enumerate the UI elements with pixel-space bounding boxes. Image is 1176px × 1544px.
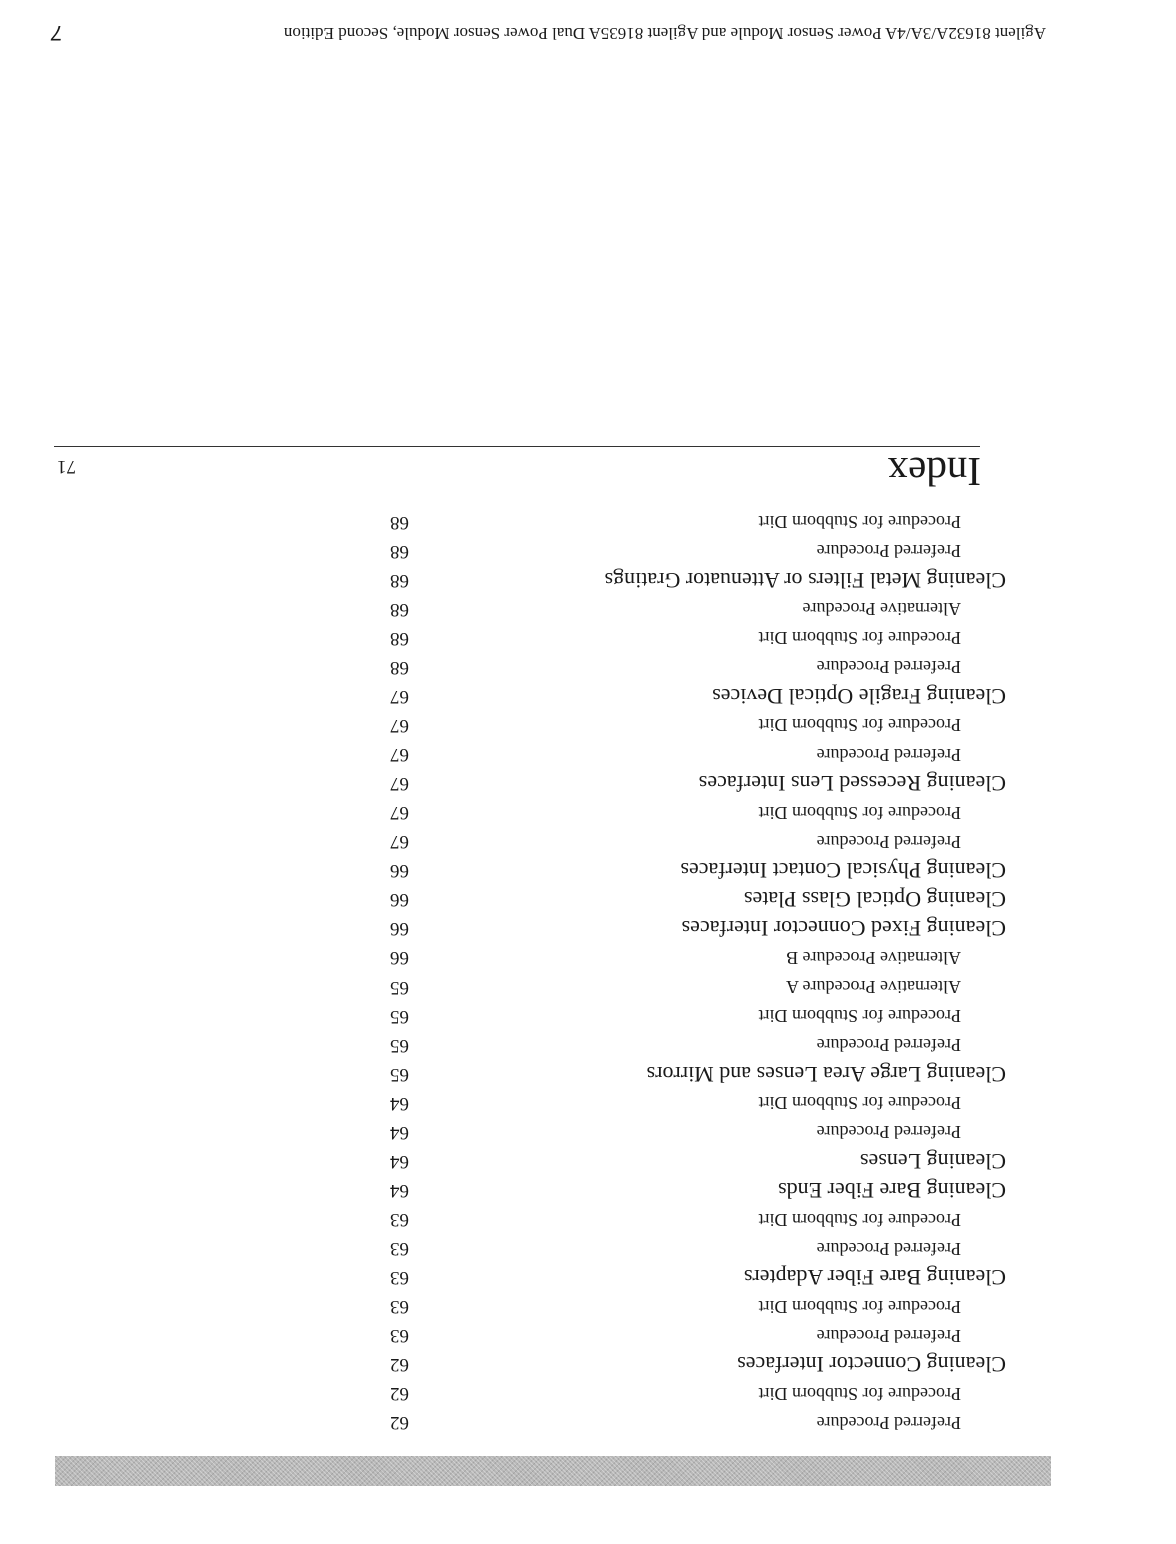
toc-entry-page: 64	[390, 1092, 409, 1114]
toc-entry-page: 64	[390, 1121, 409, 1143]
toc-entry-title: Preferred Procedure	[816, 657, 961, 678]
toc-entry	[390, 769, 1006, 798]
toc-entry-title: Alternative Procedure	[802, 599, 961, 620]
toc-entry	[390, 1146, 1006, 1175]
toc-entry-title: Procedure for Stubborn Dirt	[758, 1383, 961, 1404]
toc-entry-page: 66	[390, 947, 409, 969]
toc-entry-page: 68	[390, 656, 409, 678]
toc-entry-title: Cleaning Bare Fiber Adapters	[743, 1265, 1006, 1291]
toc-entry-page: 67	[390, 685, 409, 707]
toc-entry-title: Cleaning Lenses	[859, 1148, 1006, 1174]
toc-entry	[390, 1408, 1006, 1437]
toc-entry-page: 67	[390, 773, 409, 795]
toc-entry-title: Alternative Procedure B	[786, 947, 961, 968]
toc-entry-title: Cleaning Large Area Lenses and Mirrors	[646, 1061, 1006, 1087]
toc-entry-page: 63	[390, 1209, 409, 1231]
toc-entry	[390, 623, 1006, 652]
toc-entry	[390, 827, 1006, 856]
toc-entry	[390, 1205, 1006, 1234]
toc-entry-page: 68	[390, 569, 409, 591]
toc-entry-title: Preferred Procedure	[816, 1238, 961, 1259]
toc-entry-page: 66	[390, 918, 409, 940]
toc-entry	[390, 594, 1006, 623]
toc-entry	[390, 1321, 1006, 1350]
toc-entry-title: Procedure for Stubborn Dirt	[758, 715, 961, 736]
toc-entry-page: 63	[390, 1238, 409, 1260]
toc-entry	[390, 1379, 1006, 1408]
toc-entry-page: 62	[390, 1383, 409, 1405]
index-page-number: 71	[57, 456, 76, 477]
toc-entry-title: Cleaning Connector Interfaces	[737, 1352, 1006, 1378]
toc-entry-title: Alternative Procedure A	[786, 977, 961, 998]
toc-entry	[390, 710, 1006, 739]
index-heading: Index	[887, 449, 981, 495]
toc-entry-title: Procedure for Stubborn Dirt	[758, 628, 961, 649]
toc-entry-title: Procedure for Stubborn Dirt	[758, 1006, 961, 1027]
toc-entry-page: 62	[390, 1354, 409, 1376]
toc-entry-title: Preferred Procedure	[816, 1325, 961, 1346]
toc-entry	[390, 1234, 1006, 1263]
toc-entry	[390, 652, 1006, 681]
toc-entry	[390, 943, 1006, 972]
toc-entry-page: 63	[390, 1267, 409, 1289]
toc-entry-page: 68	[390, 627, 409, 649]
toc-entry-page: 67	[390, 831, 409, 853]
shaded-header-bar	[55, 1456, 1051, 1486]
toc-entry	[390, 1088, 1006, 1117]
toc-entry	[390, 856, 1006, 885]
toc-entry-page: 67	[390, 744, 409, 766]
toc-entry-page: 68	[390, 598, 409, 620]
toc-entry-title: Procedure for Stubborn Dirt	[758, 1093, 961, 1114]
toc-entry-page: 62	[390, 1412, 409, 1434]
toc-entry	[390, 740, 1006, 769]
toc-entry	[390, 1175, 1006, 1204]
toc-entry-title: Cleaning Physical Contact Interfaces	[680, 858, 1006, 884]
toc-entry-page: 65	[390, 976, 409, 998]
toc-entry	[390, 536, 1006, 565]
toc-entry-page: 64	[390, 1179, 409, 1201]
toc-entry-title: Procedure for Stubborn Dirt	[758, 1209, 961, 1230]
toc-entry	[390, 972, 1006, 1001]
toc-entry	[390, 914, 1006, 943]
toc-entry-page: 65	[390, 1063, 409, 1085]
toc-entry	[390, 1263, 1006, 1292]
footer-text: Agilent 81632A/3A/4A Power Sensor Module and Agilent 81635A Dual Power Sensor Module, Second Edition	[283, 24, 1046, 43]
toc-entry	[390, 798, 1006, 827]
toc-entry-title: Cleaning Recessed Lens Interfaces	[698, 771, 1006, 797]
toc-entry-page: 64	[390, 1150, 409, 1172]
toc-list	[390, 507, 1006, 1437]
toc-entry-page: 65	[390, 1005, 409, 1027]
toc-entry-title: Preferred Procedure	[816, 1035, 961, 1056]
toc-entry-title: Preferred Procedure	[816, 831, 961, 852]
toc-entry-page: 65	[390, 1034, 409, 1056]
toc-entry-title: Preferred Procedure	[816, 541, 961, 562]
section-rule	[54, 446, 980, 447]
toc-entry	[390, 681, 1006, 710]
toc-entry-title: Procedure for Stubborn Dirt	[758, 512, 961, 533]
toc-entry-title: Cleaning Fragile Optical Devices	[712, 683, 1006, 709]
toc-entry	[390, 1117, 1006, 1146]
toc-entry	[390, 1350, 1006, 1379]
page-number: 7	[51, 21, 63, 44]
toc-entry-page: 63	[390, 1325, 409, 1347]
toc-entry	[390, 507, 1006, 536]
toc-entry	[390, 1292, 1006, 1321]
toc-entry-title: Cleaning Metal Filters or Attenuator Gratings	[604, 567, 1006, 593]
toc-entry-title: Preferred Procedure	[816, 1412, 961, 1433]
toc-entry-page: 68	[390, 511, 409, 533]
toc-entry-title: Procedure for Stubborn Dirt	[758, 802, 961, 823]
toc-entry-page: 67	[390, 802, 409, 824]
toc-entry-title: Procedure for Stubborn Dirt	[758, 1296, 961, 1317]
toc-entry-title: Cleaning Fixed Connector Interfaces	[681, 916, 1006, 942]
toc-entry-title: Preferred Procedure	[816, 744, 961, 765]
toc-entry-page: 66	[390, 860, 409, 882]
toc-entry-title: Preferred Procedure	[816, 1122, 961, 1143]
toc-entry	[390, 1059, 1006, 1088]
toc-entry	[390, 1001, 1006, 1030]
toc-entry-page: 68	[390, 540, 409, 562]
toc-entry	[390, 565, 1006, 594]
toc-entry	[390, 885, 1006, 914]
toc-entry-page: 66	[390, 889, 409, 911]
toc-entry-page: 67	[390, 714, 409, 736]
toc-entry-page: 63	[390, 1296, 409, 1318]
toc-entry	[390, 1030, 1006, 1059]
toc-entry-title: Cleaning Optical Glass Plates	[743, 887, 1006, 913]
toc-entry-title: Cleaning Bare Fiber Ends	[778, 1177, 1006, 1203]
